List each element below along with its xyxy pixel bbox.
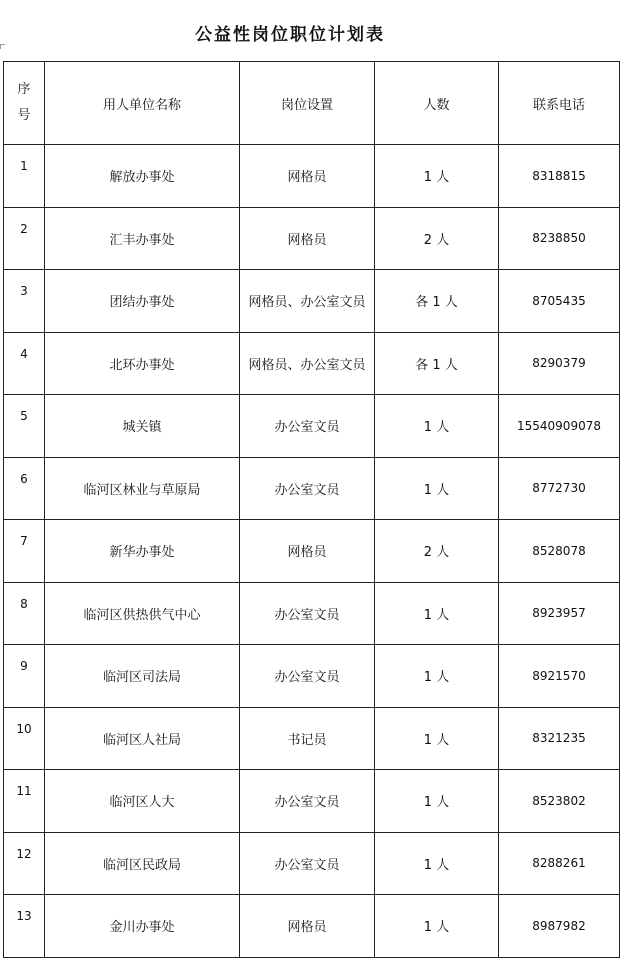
cell-unit: 新华办事处 (45, 520, 240, 583)
position-plan-table (3, 61, 620, 958)
cell-count: 1 人 (375, 145, 499, 208)
table-row (4, 270, 620, 333)
cell-unit: 金川办事处 (45, 895, 240, 958)
cell-phone: 15540909078 (499, 395, 620, 458)
table-row (4, 457, 620, 520)
table-row (4, 832, 620, 895)
cell-count: 1 人 (375, 582, 499, 645)
cell-unit: 团结办事处 (45, 270, 240, 333)
cell-count: 2 人 (375, 520, 499, 583)
cell-unit: 解放办事处 (45, 145, 240, 208)
cell-count: 各 1 人 (375, 332, 499, 395)
cell-seq: 2 (4, 207, 45, 270)
cell-unit: 北环办事处 (45, 332, 240, 395)
header-unit: 用人单位名称 (45, 62, 240, 145)
cell-count: 各 1 人 (375, 270, 499, 333)
cell-count: 1 人 (375, 895, 499, 958)
header-count: 人数 (375, 62, 499, 145)
cell-unit: 临河区司法局 (45, 645, 240, 708)
cell-count: 1 人 (375, 395, 499, 458)
cell-unit: 临河区林业与草原局 (45, 457, 240, 520)
cell-phone: 8772730 (499, 457, 620, 520)
cell-count: 1 人 (375, 707, 499, 770)
cell-position: 网格员 (240, 207, 375, 270)
cell-position: 书记员 (240, 707, 375, 770)
table-row (4, 582, 620, 645)
cell-seq: 10 (4, 707, 45, 770)
cell-seq: 12 (4, 832, 45, 895)
cell-position: 网格员 (240, 895, 375, 958)
table-row (4, 645, 620, 708)
cell-phone: 8318815 (499, 145, 620, 208)
table-row (4, 145, 620, 208)
cell-position: 办公室文员 (240, 582, 375, 645)
cell-unit: 临河区民政局 (45, 832, 240, 895)
table-row (4, 332, 620, 395)
table-row (4, 520, 620, 583)
cell-unit: 临河区人社局 (45, 707, 240, 770)
cell-seq: 9 (4, 645, 45, 708)
table-row (4, 395, 620, 458)
cell-position: 网格员、办公室文员 (240, 270, 375, 333)
cell-seq: 8 (4, 582, 45, 645)
cell-seq: 4 (4, 332, 45, 395)
header-phone: 联系电话 (499, 62, 620, 145)
cell-position: 办公室文员 (240, 832, 375, 895)
cell-seq: 5 (4, 395, 45, 458)
cell-phone: 8290379 (499, 332, 620, 395)
cell-phone: 8288261 (499, 832, 620, 895)
table-row (4, 770, 620, 833)
cell-position: 办公室文员 (240, 395, 375, 458)
cell-position: 办公室文员 (240, 770, 375, 833)
header-position: 岗位设置 (240, 62, 375, 145)
cell-phone: 8923957 (499, 582, 620, 645)
table-row (4, 207, 620, 270)
cell-count: 2 人 (375, 207, 499, 270)
cell-unit: 汇丰办事处 (45, 207, 240, 270)
cell-unit: 城关镇 (45, 395, 240, 458)
cell-unit: 临河区供热供气中心 (45, 582, 240, 645)
document-title: 公益性岗位职位计划表 (195, 25, 385, 45)
header-seq-line2: 号 (17, 108, 31, 123)
table-row (4, 707, 620, 770)
cell-phone: 8987982 (499, 895, 620, 958)
cell-seq: 7 (4, 520, 45, 583)
cell-count: 1 人 (375, 645, 499, 708)
cell-seq: 11 (4, 770, 45, 833)
cell-count: 1 人 (375, 770, 499, 833)
cell-phone: 8238850 (499, 207, 620, 270)
cell-unit: 临河区人大 (45, 770, 240, 833)
cell-position: 网格员 (240, 145, 375, 208)
cell-count: 1 人 (375, 457, 499, 520)
cell-phone: 8528078 (499, 520, 620, 583)
cell-phone: 8321235 (499, 707, 620, 770)
cell-position: 网格员、办公室文员 (240, 332, 375, 395)
header-seq-line1: 序 (17, 82, 31, 97)
cell-phone: 8921570 (499, 645, 620, 708)
cell-seq: 1 (4, 145, 45, 208)
cell-position: 办公室文员 (240, 457, 375, 520)
cell-phone: 8523802 (499, 770, 620, 833)
cell-position: 办公室文员 (240, 645, 375, 708)
cell-phone: 8705435 (499, 270, 620, 333)
cell-seq: 13 (4, 895, 45, 958)
table-row (4, 895, 620, 958)
header-seq (4, 62, 45, 145)
cell-seq: 6 (4, 457, 45, 520)
cell-seq: 3 (4, 270, 45, 333)
table-header-row (4, 62, 620, 145)
cell-position: 网格员 (240, 520, 375, 583)
cell-count: 1 人 (375, 832, 499, 895)
